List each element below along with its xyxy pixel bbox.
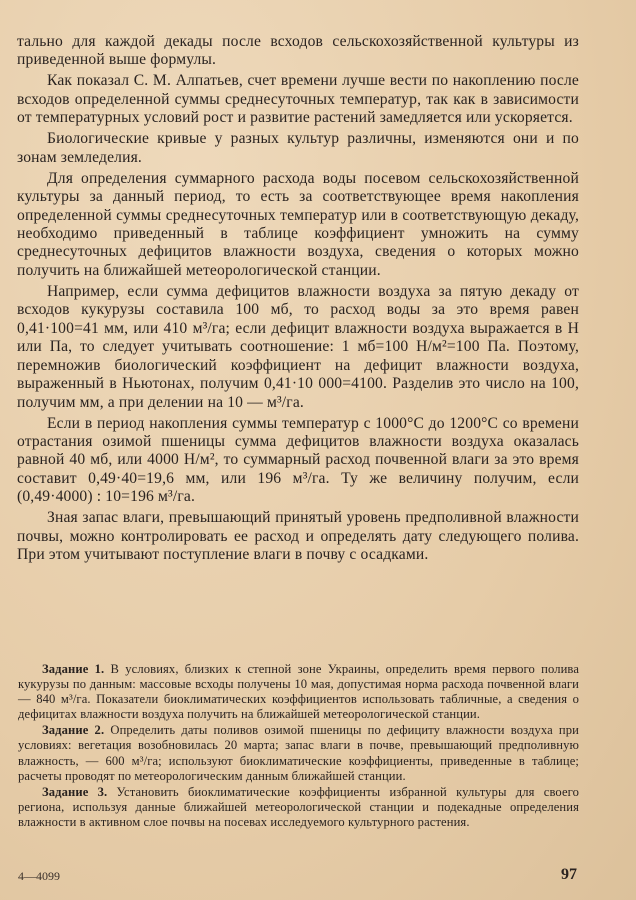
task-2-text: Определить даты поливов озимой пшеницы по дефициту влажности воздуха при условиях: вегетация возобновилась 20 марта; запас влаги в почве, превышающий предполивную влажность, — 600 м³/га; используют биоклиматические коэффициенты, приведенные в таблице; расчеты проводят по метеорологическим данным ближайшей станции.	[18, 723, 580, 783]
task-1	[18, 662, 579, 722]
task-1-title: Задание 1.	[42, 662, 105, 676]
signature-code: 4—4099	[18, 869, 60, 883]
paragraph: Биологические кривые у разных культур различны, изменяются они и по зонам земледелия.	[17, 130, 579, 166]
task-3-title: Задание 3.	[42, 784, 108, 799]
paragraph: Для определения суммарного расхода воды посевом сельскохозяйственной культуры за данный период, то есть за соответствующее время накопления определенной суммы среднесуточных температур или в соответствующую декаду, необходимо приведенный в таблице коэффициент умножить на сумму среднесуточных дефицитов влажности воздуха, сведения о которых можно получить на ближайшей метеорологической станции.	[17, 169, 579, 279]
task-2	[18, 723, 579, 783]
paragraph: Как показал С. М. Алпатьев, счет времени лучше вести по накоплению после всходов определенной суммы среднесуточных температур, так как в зависимости от температурных условий рост и развитие растений замедляется или ускоряется.	[17, 72, 579, 127]
paragraph: Например, если сумма дефицитов влажности воздуха за пятую декаду от всходов кукурузы составила 100 мб, то расход воды за это время равен 0,41·100=41 мм, или 410 м³/га; если дефицит влажности воздуха выражается в Н или Па, то следует учитывать соотношение: 1 мб=100 Н/м²=100 Па. Поэтому, перемножив биологический коэффициент на дефицит влажности воздуха, выраженный в Ньютонах, получим 0,41·10 000=4100. Разделив это число на 100, получим мм, а при делении на 10 — м³/га.	[17, 282, 579, 411]
task-1-text: В условиях, близких к степной зоне Украины, определить время первого полива кукурузы по данным: массовые всходы получены 10 мая, допустимая норма расхода почвенной влаги — 840 м³/га. Показатели биоклиматических коэффициентов использовать табличные, а сведения о дефицитах влажности воздуха получить на ближайшей метеорологической станции.	[18, 662, 580, 722]
task-2-title: Задание 2.	[42, 723, 105, 738]
task-3	[18, 785, 579, 830]
page-number: 97	[561, 866, 577, 883]
main-text	[17, 33, 579, 565]
paragraph: тально для каждой декады после всходов сельскохозяйственной культуры из приведенной выше формулы.	[17, 33, 579, 69]
paragraph: Если в период накопления суммы температур с 1000°С до 1200°С со времени отрастания озимой пшеницы сумма дефицитов влажности воздуха оказалась равной 40 мб, или 4000 Н/м², то суммарный расход почвенной влаги за это время составит 0,49·40=19,6 мм, или 196 м³/га. Ту же величину получим, если (0,49·4000) : 10=196 м³/га.	[17, 414, 579, 506]
tasks-section	[18, 662, 579, 830]
paragraph: Зная запас влаги, превышающий принятый уровень предполивной влажности почвы, можно контролировать ее расход и определять дату следующего полива. При этом учитывают поступление влаги в почву с осадками.	[17, 509, 579, 564]
task-3-text: Установить биоклиматические коэффициенты избранной культуры для своего региона, используя данные ближайшей метеорологической станции и подекадные определения влажности в активном слое почвы на посевах исследуемого культурного растения.	[18, 784, 579, 829]
